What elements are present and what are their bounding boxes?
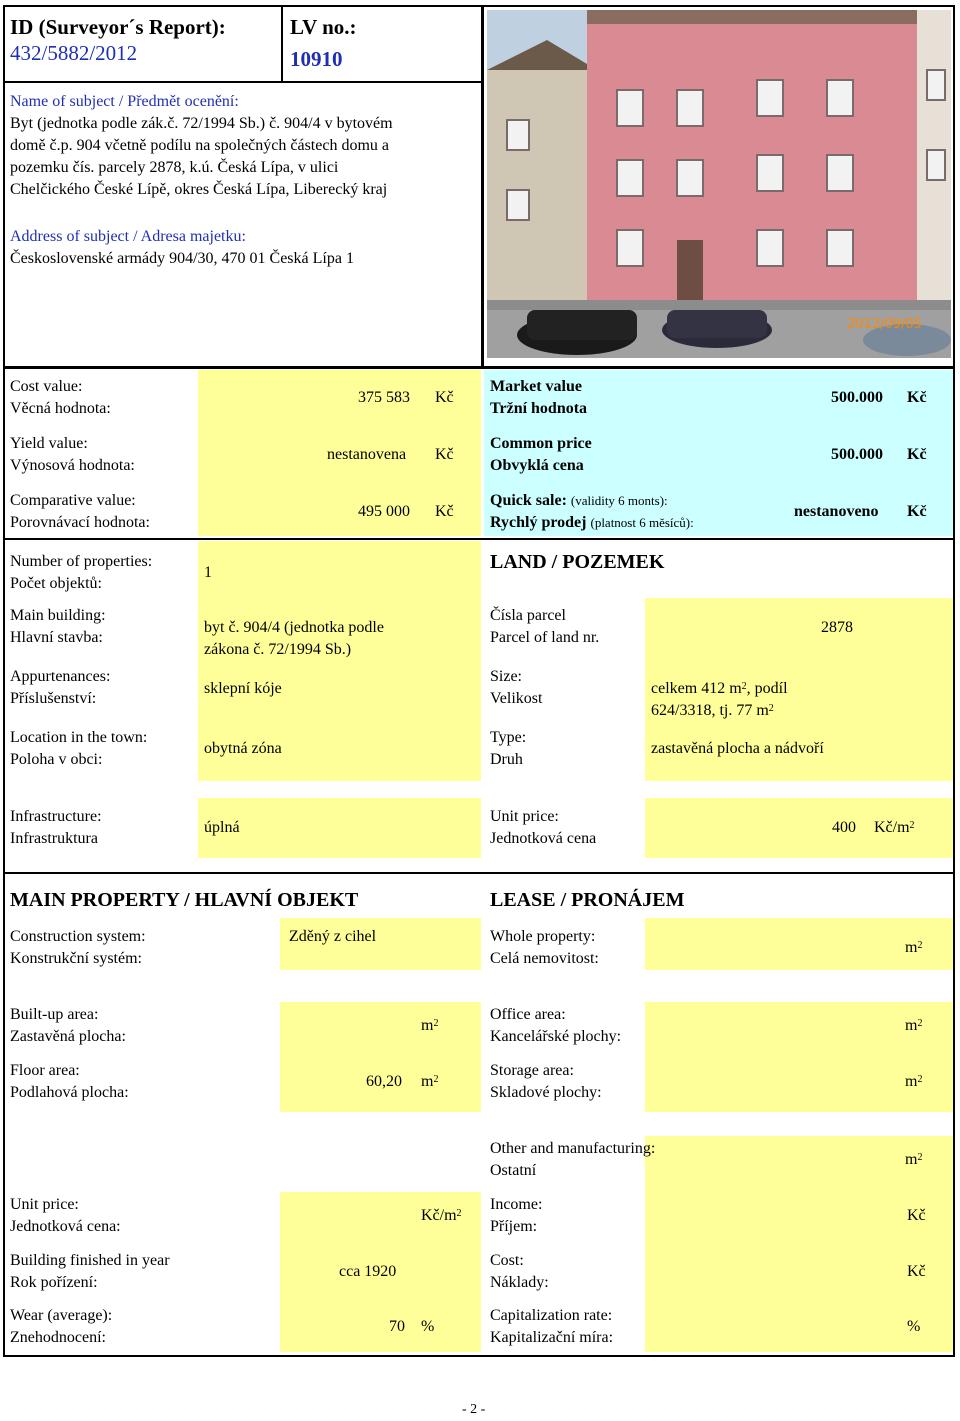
lease-title: LEASE / PRONÁJEM bbox=[490, 889, 685, 911]
whole-label-en: Whole property: bbox=[490, 928, 596, 945]
divider bbox=[3, 872, 955, 874]
builtup-unit: $m^2$ bbox=[421, 1017, 439, 1034]
parcel-value: 2878 bbox=[821, 619, 853, 636]
divider bbox=[3, 81, 483, 83]
builtup-label-cz: Zastavěná plocha: bbox=[10, 1028, 126, 1045]
comparative-currency: Kč bbox=[435, 503, 454, 520]
quick-label-en: Quick sale: bbox=[490, 492, 567, 509]
land-title: LAND / POZEMEK bbox=[490, 551, 665, 573]
parcel-label-cz: Čísla parcel bbox=[490, 607, 566, 624]
market-currency: Kč bbox=[907, 389, 927, 406]
main-building-label-en: Main building: bbox=[10, 607, 106, 624]
main-building-label-cz: Hlavní stavba: bbox=[10, 629, 103, 646]
unit-price-label-cz: Jednotková cena bbox=[490, 830, 597, 847]
divider bbox=[481, 5, 484, 369]
page-number: - 2 - bbox=[462, 1402, 486, 1417]
unit-price-unit: $Kč/m^2$ bbox=[874, 819, 915, 836]
storage-label-cz: Skladové plochy: bbox=[490, 1084, 602, 1101]
divider bbox=[3, 538, 955, 540]
subject-name-line: pozemku čís. parcely 2878, k.ú. Česká Lípa, v ulici bbox=[10, 159, 339, 176]
common-value: 500.000 bbox=[831, 446, 883, 463]
subject-name-line: Chelčického České Lípě, okres Česká Lípa, Liberecký kraj bbox=[10, 181, 388, 198]
size-value: celkem 412 $m^2$, podíl bbox=[651, 680, 788, 697]
main-property-title: MAIN PROPERTY / HLAVNÍ OBJEKT bbox=[10, 889, 359, 911]
appurtenances-label-cz: Příslušenství: bbox=[10, 690, 97, 707]
count-value: 1 bbox=[204, 564, 212, 581]
construction-label-cz: Konstrukční systém: bbox=[10, 950, 142, 967]
quick-note-en: (validity 6 monts): bbox=[570, 493, 668, 508]
floor-unit: $m^2$ bbox=[421, 1073, 439, 1090]
infra-yellow-bg bbox=[198, 798, 481, 858]
type-value: zastavěná plocha a nádvoří bbox=[651, 740, 824, 757]
address-label: Address of subject / Adresa majetku: bbox=[10, 228, 246, 245]
office-label-cz: Kancelářské plochy: bbox=[490, 1028, 622, 1045]
construction-value: Zděný z cihel bbox=[289, 928, 377, 945]
main-building-value: byt č. 904/4 (jednotka podle bbox=[204, 619, 384, 636]
infrastructure-label-en: Infrastructure: bbox=[10, 808, 102, 825]
other-label-cz: Ostatní bbox=[490, 1162, 537, 1179]
lv-value: 10910 bbox=[290, 47, 343, 71]
storage-unit: $m^2$ bbox=[905, 1073, 923, 1090]
quick-currency: Kč bbox=[907, 503, 927, 520]
id-label: ID (Surveyor´s Report): bbox=[10, 15, 226, 39]
unitp-label-en: Unit price: bbox=[10, 1196, 79, 1213]
address-value: Československé armády 904/30, 470 01 Česká Lípa 1 bbox=[10, 250, 354, 267]
cap-unit: % bbox=[907, 1318, 921, 1335]
quick-label-cz: Rychlý prodej bbox=[490, 514, 587, 531]
whole-label-cz: Celá nemovitost: bbox=[490, 950, 599, 967]
yield-currency: Kč bbox=[435, 446, 454, 463]
unit-price-value: 400 bbox=[832, 819, 856, 836]
construction-label-en: Construction system: bbox=[10, 928, 146, 945]
lv-label: LV no.: bbox=[290, 15, 357, 39]
cost-lease-label-cz: Náklady: bbox=[490, 1274, 549, 1291]
year-value: cca 1920 bbox=[339, 1263, 397, 1280]
yield-value: nestanovena bbox=[327, 446, 407, 463]
cap-label-cz: Kapitalizační míra: bbox=[490, 1329, 614, 1346]
quick-value: nestanoveno bbox=[794, 503, 879, 520]
comparative-label-en: Comparative value: bbox=[10, 492, 136, 509]
comparative-label-cz: Porovnávací hodnota: bbox=[10, 514, 150, 531]
cost-lease-label-en: Cost: bbox=[490, 1252, 524, 1269]
wear-label-cz: Znehodnocení: bbox=[10, 1329, 106, 1346]
floor-value: 60,20 bbox=[366, 1073, 402, 1090]
infrastructure-label-cz: Infrastruktura bbox=[10, 830, 98, 847]
location-label-cz: Poloha v obci: bbox=[10, 751, 103, 768]
storage-label-en: Storage area: bbox=[490, 1062, 574, 1079]
unitp-unit: $Kč/m^2$ bbox=[421, 1207, 462, 1224]
count-label-cz: Počet objektů: bbox=[10, 575, 102, 592]
size-value-2: 624/3318, tj. 77 $m^2$ bbox=[651, 702, 774, 719]
location-label-en: Location in the town: bbox=[10, 729, 148, 746]
other-unit: $m^2$ bbox=[905, 1151, 923, 1168]
market-label-cz: Tržní hodnota bbox=[490, 400, 588, 417]
parcel-label-en: Parcel of land nr. bbox=[490, 629, 600, 646]
cost-currency: Kč bbox=[435, 389, 454, 406]
photo-date: 2012/09/05 bbox=[847, 317, 922, 332]
wear-label-en: Wear (average): bbox=[10, 1307, 113, 1324]
divider bbox=[281, 5, 283, 81]
size-label-cz: Velikost bbox=[490, 690, 543, 707]
count-label-en: Number of properties: bbox=[10, 553, 153, 570]
unit-price-label-en: Unit price: bbox=[490, 808, 559, 825]
whole-unit: $m^2$ bbox=[905, 939, 923, 956]
subject-name-line: Byt (jednotka podle zák.č. 72/1994 Sb.) č. 904/4 v bytovém bbox=[10, 115, 393, 132]
divider bbox=[3, 366, 955, 369]
type-label-cz: Druh bbox=[490, 751, 523, 768]
id-value: 432/5882/2012 bbox=[10, 41, 138, 65]
market-value: 500.000 bbox=[831, 389, 883, 406]
income-label-en: Income: bbox=[490, 1196, 543, 1213]
size-label-en: Size: bbox=[490, 668, 522, 685]
appurtenances-label-en: Appurtenances: bbox=[10, 668, 111, 685]
office-unit: $m^2$ bbox=[905, 1017, 923, 1034]
subject-name-line: domě č.p. 904 včetně podílu na společných částech domu a bbox=[10, 137, 389, 154]
common-label-cz: Obvyklá cena bbox=[490, 457, 584, 474]
other-label-en: Other and manufacturing: bbox=[490, 1140, 656, 1157]
common-label-en: Common price bbox=[490, 435, 592, 452]
location-value: obytná zóna bbox=[204, 740, 282, 757]
infrastructure-value: úplná bbox=[204, 819, 240, 836]
comparative-value: 495 000 bbox=[358, 503, 410, 520]
income-unit: Kč bbox=[907, 1207, 926, 1224]
cost-lease-unit: Kč bbox=[907, 1263, 926, 1280]
cost-label-en: Cost value: bbox=[10, 378, 83, 395]
yield-label-en: Yield value: bbox=[10, 435, 88, 452]
cost-label-cz: Věcná hodnota: bbox=[10, 400, 111, 417]
type-label-en: Type: bbox=[490, 729, 527, 746]
cost-value: 375 583 bbox=[358, 389, 410, 406]
unitp-label-cz: Jednotková cena: bbox=[10, 1218, 121, 1235]
builtup-label-en: Built-up area: bbox=[10, 1006, 99, 1023]
office-label-en: Office area: bbox=[490, 1006, 566, 1023]
building-photo bbox=[487, 10, 951, 358]
market-label-en: Market value bbox=[490, 378, 582, 395]
wear-value: 70 bbox=[389, 1318, 405, 1335]
floor-label-cz: Podlahová plocha: bbox=[10, 1084, 129, 1101]
yield-label-cz: Výnosová hodnota: bbox=[10, 457, 135, 474]
wear-unit: % bbox=[421, 1318, 435, 1335]
year-label-cz: Rok pořízení: bbox=[10, 1274, 98, 1291]
appurtenances-value: sklepní kóje bbox=[204, 680, 282, 697]
main-building-value-2: zákona č. 72/1994 Sb.) bbox=[204, 641, 352, 658]
year-label-en: Building finished in year bbox=[10, 1252, 170, 1269]
income-label-cz: Příjem: bbox=[490, 1218, 538, 1235]
cap-label-en: Capitalization rate: bbox=[490, 1307, 613, 1324]
quick-note-cz: (platnost 6 měsíců): bbox=[590, 515, 694, 530]
areas-yellow-bg bbox=[280, 1002, 481, 1112]
floor-label-en: Floor area: bbox=[10, 1062, 80, 1079]
building-photo-drawing bbox=[487, 10, 951, 358]
common-currency: Kč bbox=[907, 446, 927, 463]
subject-name-label: Name of subject / Předmět ocenění: bbox=[10, 93, 239, 110]
